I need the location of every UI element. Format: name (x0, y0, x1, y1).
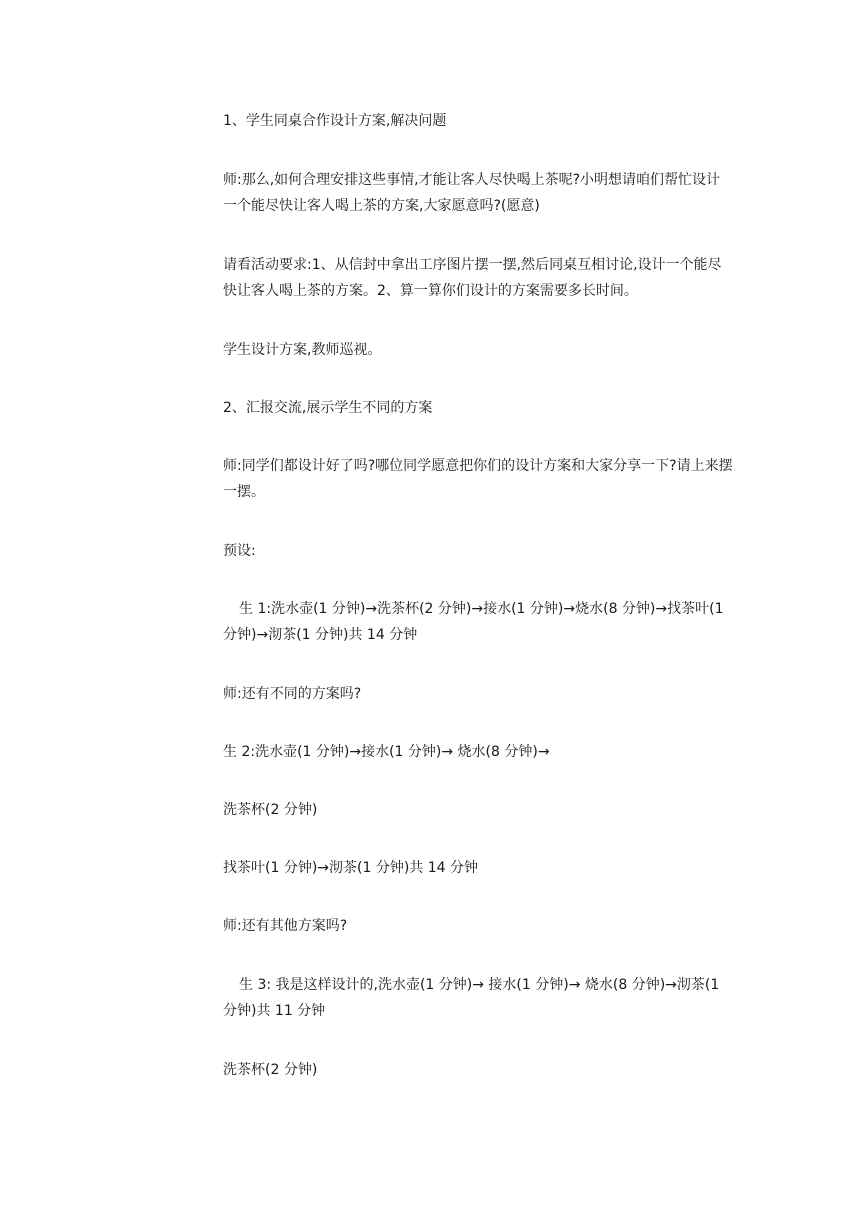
student-3-parallel-step: 洗茶杯(2 分钟) (223, 1062, 318, 1078)
teacher-paragraph-1: 师:那么,如何合理安排这些事情,才能让客人尽快喝上茶呢?小明想请咱们帮忙设计一个能尽快让客人喝上茶的方案,大家愿意吗?(愿意) (223, 172, 721, 214)
student-2-plan: 生 2:洗水壶(1 分钟)→接水(1 分钟)→ 烧水(8 分钟)→ (223, 744, 550, 760)
student-2-plan-end: 找茶叶(1 分钟)→沏茶(1 分钟)共 14 分钟 (223, 860, 479, 876)
teacher-question-2: 师:还有其他方案吗? (223, 918, 348, 934)
section-heading-2: 2、汇报交流,展示学生不同的方案 (223, 400, 433, 416)
teacher-paragraph-2: 师:同学们都设计好了吗?哪位同学愿意把你们的设计方案和大家分享一下?请上来摆一摆。 (223, 458, 733, 500)
student-design-paragraph: 学生设计方案,教师巡视。 (223, 342, 382, 358)
section-heading-1: 1、学生同桌合作设计方案,解决问题 (223, 113, 447, 129)
activity-requirements-paragraph: 请看活动要求:1、从信封中拿出工序图片摆一摆,然后同桌互相讨论,设计一个能尽快让客人喝上茶的方案。2、算一算你们设计的方案需要多长时间。 (223, 257, 722, 299)
teacher-question-1: 师:还有不同的方案吗? (223, 686, 362, 702)
student-1-plan: 生 1:洗水壶(1 分钟)→洗茶杯(2 分钟)→接水(1 分钟)→烧水(8 分钟)→找茶叶(1 分钟)→沏茶(1 分钟)共 14 分钟 (223, 601, 724, 643)
student-2-parallel-step: 洗茶杯(2 分钟) (223, 802, 318, 818)
preset-label: 预设: (223, 543, 256, 559)
student-3-plan: 生 3: 我是这样设计的,洗水壶(1 分钟)→ 接水(1 分钟)→ 烧水(8 分钟)→沏茶(1 分钟)共 11 分钟 (223, 977, 720, 1019)
